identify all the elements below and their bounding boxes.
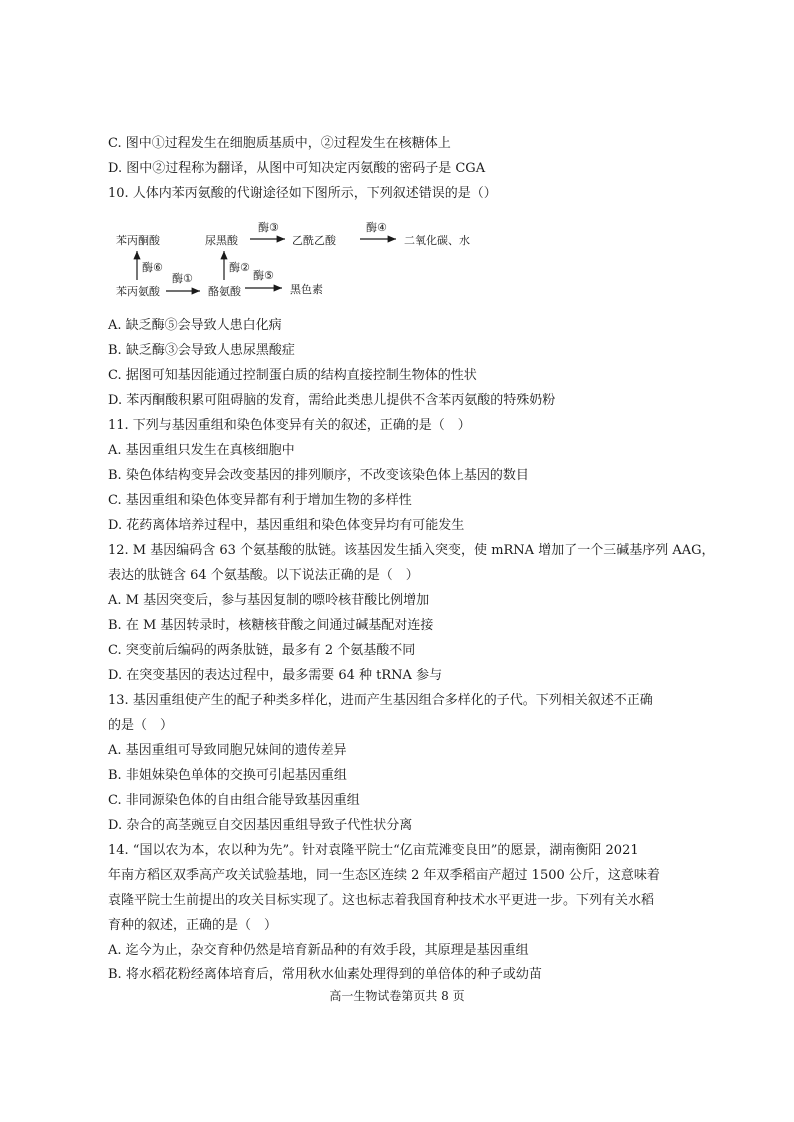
- question-14-stem: 14. “国以农为本，农以种为先”。针对袁隆平院士“亿亩荒滩变良田”的愿景，湖南衡阳 2021: [108, 843, 639, 858]
- node-phenylalanine: 苯丙氨酸: [116, 285, 160, 298]
- question-11-stem: 11. 下列与基因重组和染色体变异有关的叙述，正确的是（ ）: [108, 418, 471, 433]
- question-14-stem-cont-2: 袁隆平院士生前提出的攻关目标实现了。这也标志着我国育种技术水平更进一步。下列有关水稻: [108, 893, 655, 908]
- option-14b: B. 将水稻花粉经离体培育后，常用秋水仙素处理得到的单倍体的种子或幼苗: [108, 967, 542, 982]
- option-12c: C. 突变前后编码的两条肽链，最多有 2 个氨基酸不同: [108, 643, 416, 658]
- label-enzyme1: 酶①: [172, 272, 193, 285]
- option-10b: B. 缺乏酶③会导致人患尿黑酸症: [108, 343, 295, 358]
- option-11a: A. 基因重组只发生在真核细胞中: [108, 443, 295, 458]
- node-co2-water: 二氧化碳、水: [404, 234, 470, 247]
- option-9d: D. 图中②过程称为翻译，从图中可知决定丙氨酸的密码子是 CGA: [108, 161, 486, 176]
- page-footer: 高一生物试卷第页共 8 页: [329, 989, 465, 1003]
- node-acetoacetate: 乙酰乙酸: [292, 234, 336, 247]
- option-13d: D. 杂合的高茎豌豆自交因基因重组导致子代性状分离: [108, 818, 413, 833]
- option-12b: B. 在 M 基因转录时，核糖核苷酸之间通过碱基配对连接: [108, 618, 434, 633]
- node-melanin: 黑色素: [290, 283, 323, 296]
- option-11b: B. 染色体结构变异会改变基因的排列顺序，不改变该染色体上基因的数目: [108, 468, 529, 483]
- question-12-stem: 12. M 基因编码含 63 个氨基酸的肽链。该基因发生插入突变，使 mRNA 增加了一个三碱基序列 AAG，: [108, 543, 715, 558]
- node-phenylpyruvate: 苯丙酮酸: [116, 234, 160, 247]
- option-10c: C. 据图可知基因能通过控制蛋白质的结构直接控制生物体的性状: [108, 368, 477, 383]
- option-11c: C. 基因重组和染色体变异都有利于增加生物的多样性: [108, 493, 412, 508]
- label-enzyme5: 酶⑤: [253, 269, 274, 282]
- node-homogentisic: 尿黑酸: [205, 234, 238, 247]
- question-14-stem-cont-1: 年南方稻区双季高产攻关试验基地，同一生态区连续 2 年双季稻亩产超过 1500 公斤，这意味着: [108, 868, 660, 883]
- label-enzyme3: 酶③: [258, 221, 279, 234]
- question-10-stem: 10. 人体内苯丙氨酸的代谢途径如下图所示，下列叙述错误的是（）: [108, 186, 497, 201]
- metabolism-diagram: [0, 218, 794, 308]
- option-10d: D. 苯丙酮酸积累可阻碍脑的发育，需给此类患儿提供不含苯丙氨酸的特殊奶粉: [108, 393, 556, 408]
- option-12a: A. M 基因突变后，参与基因复制的嘌呤核苷酸比例增加: [108, 593, 430, 608]
- label-enzyme6: 酶⑥: [142, 261, 163, 274]
- label-enzyme4: 酶④: [366, 221, 387, 234]
- label-enzyme2: 酶②: [229, 261, 250, 274]
- option-11d: D. 花药离体培养过程中，基因重组和染色体变异均有可能发生: [108, 518, 465, 533]
- option-14a: A. 迄今为止，杂交育种仍然是培育新品种的有效手段，其原理是基因重组: [108, 943, 529, 958]
- question-12-stem-cont: 表达的肽链含 64 个氨基酸。以下说法正确的是（ ）: [108, 568, 419, 583]
- node-tyrosine: 酪氨酸: [208, 285, 241, 298]
- question-13-stem-cont: 的是（ ）: [108, 718, 174, 733]
- question-14-stem-cont-3: 育种的叙述，正确的是（ ）: [108, 918, 278, 933]
- option-13c: C. 非同源染色体的自由组合能导致基因重组: [108, 793, 360, 808]
- question-13-stem: 13. 基因重组使产生的配子种类多样化，进而产生基因组合多样化的子代。下列相关叙述不正确: [108, 693, 653, 708]
- option-13b: B. 非姐妹染色单体的交换可引起基因重组: [108, 768, 347, 783]
- option-10a: A. 缺乏酶⑤会导致人患白化病: [108, 318, 282, 333]
- option-9c: C. 图中①过程发生在细胞质基质中，②过程发生在核糖体上: [108, 136, 451, 151]
- option-13a: A. 基因重组可导致同胞兄妹间的遗传差异: [108, 743, 347, 758]
- option-12d: D. 在突变基因的表达过程中，最多需要 64 种 tRNA 参与: [108, 668, 443, 683]
